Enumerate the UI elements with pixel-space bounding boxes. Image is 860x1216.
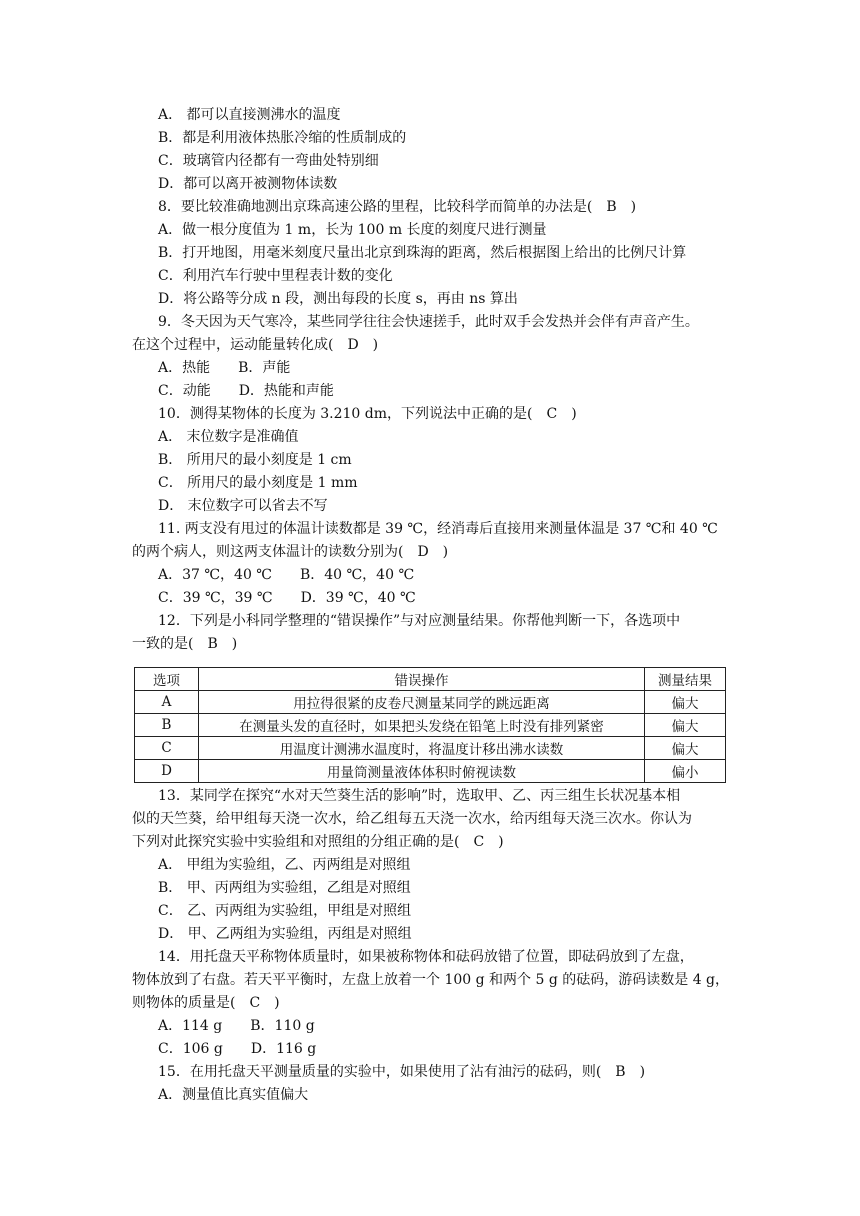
table-cell: C <box>135 737 199 760</box>
q9-options-ab: A．热能 B．声能 <box>158 360 291 376</box>
table-cell: 在测量头发的直径时，如果把头发绕在铅笔上时没有排列紧密 <box>199 714 645 737</box>
q8-option-d: D．将公路等分成 n 段，测出每段的长度 s，再由 ns 算出 <box>158 291 518 307</box>
table-header: 错误操作 <box>199 668 645 691</box>
table-row <box>135 691 726 714</box>
table-cell: 偏大 <box>645 691 726 714</box>
q13-option-d: D． 甲、乙两组为实验组，丙组是对照组 <box>158 926 412 942</box>
table-cell: B <box>135 714 199 737</box>
q7-option-a: A． 都可以直接测沸水的温度 <box>158 107 341 123</box>
table-row <box>135 760 726 783</box>
q13-stem-line2: 似的天竺葵，给甲组每天浇一次水，给乙组每五天浇一次水，给丙组每天浇三次水。你认为 <box>132 811 692 827</box>
q12-stem-line2: 一致的是( B ) <box>132 636 238 652</box>
q8-option-c: C．利用汽车行驶中里程表计数的变化 <box>158 268 393 284</box>
q14-stem-line2: 物体放到了右盘。若天平平衡时，左盘上放着一个 100 g 和两个 5 g 的砝码，游码读数是 4 g， <box>132 972 730 988</box>
q8-option-b: B．打开地图，用毫米刻度尺量出北京到珠海的距离，然后根据图上给出的比例尺计算 <box>158 245 687 261</box>
table-cell: D <box>135 760 199 783</box>
q13-option-a: A． 甲组为实验组，乙、丙两组是对照组 <box>158 857 411 873</box>
q8-option-a: A．做一根分度值为 1 m，长为 100 m 长度的刻度尺进行测量 <box>158 222 547 238</box>
q14-options-cd: C．106 g D．116 g <box>158 1041 317 1057</box>
error-operations-table <box>134 667 726 783</box>
q8-stem: 8．要比较准确地测出京珠高速公路的里程，比较科学而简单的办法是( B ) <box>158 199 637 215</box>
q10-option-c: C． 所用尺的最小刻度是 1 mm <box>158 475 358 491</box>
q11-stem-line2: 的两个病人，则这两支体温计的读数分别为( D ) <box>132 544 449 560</box>
table-cell: 偏小 <box>645 760 726 783</box>
q15-option-a: A．测量值比真实值偏大 <box>158 1087 309 1103</box>
table-cell: A <box>135 691 199 714</box>
table-cell: 偏大 <box>645 737 726 760</box>
q9-stem-line1: 9．冬天因为天气寒冷，某些同学往往会快速搓手，此时双手会发热并会伴有声音产生。 <box>158 314 699 330</box>
table-cell: 用量筒测量液体体积时俯视读数 <box>199 760 645 783</box>
q13-stem-line1: 13．某同学在探究“水对天竺葵生活的影响”时，选取甲、乙、丙三组生长状况基本相 <box>158 788 681 804</box>
q9-stem-line2: 在这个过程中，运动能量转化成( D ) <box>132 337 379 353</box>
q10-option-a: A． 末位数字是准确值 <box>158 429 299 445</box>
q7-option-b: B．都是利用液体热胀冷缩的性质制成的 <box>158 130 407 146</box>
q10-option-b: B． 所用尺的最小刻度是 1 cm <box>158 452 352 468</box>
q7-option-d: D．都可以离开被测物体读数 <box>158 176 338 192</box>
q11-stem-line1: 11. 两支没有甩过的体温计读数都是 39 ℃，经消毒后直接用来测量体温是 37 ℃和 40 ℃ <box>158 521 718 537</box>
q13-option-c: C． 乙、丙两组为实验组，甲组是对照组 <box>158 903 412 919</box>
table-header-row <box>135 668 726 691</box>
q14-options-ab: A．114 g B．110 g <box>158 1018 315 1034</box>
q9-options-cd: C．动能 D．热能和声能 <box>158 383 334 399</box>
q12-stem-line1: 12．下列是小科同学整理的“错误操作”与对应测量结果。你帮他判断一下，各选项中 <box>158 613 681 629</box>
q15-stem: 15．在用托盘天平测量质量的实验中，如果使用了沾有油污的砝码，则( B ) <box>158 1064 646 1080</box>
q10-stem: 10．测得某物体的长度为 3.210 dm，下列说法中正确的是( C ) <box>158 406 577 422</box>
q10-option-d: D． 末位数字可以省去不写 <box>158 498 328 514</box>
table-cell: 偏大 <box>645 714 726 737</box>
q11-options-ab: A．37 ℃，40 ℃ B．40 ℃，40 ℃ <box>158 567 415 583</box>
table-header: 选项 <box>135 668 199 691</box>
table-row <box>135 737 726 760</box>
q7-option-c: C．玻璃管内径都有一弯曲处特别细 <box>158 153 379 169</box>
table-row <box>135 714 726 737</box>
table-cell: 用拉得很紧的皮卷尺测量某同学的跳远距离 <box>199 691 645 714</box>
q14-stem-line1: 14．用托盘天平称物体质量时，如果被称物体和砝码放错了位置，即砝码放到了左盘， <box>158 949 694 965</box>
table-cell: 用温度计测沸水温度时，将温度计移出沸水读数 <box>199 737 645 760</box>
q13-stem-line3: 下列对此探究实验中实验组和对照组的分组正确的是( C ) <box>132 834 504 850</box>
table-header: 测量结果 <box>645 668 726 691</box>
q13-option-b: B． 甲、丙两组为实验组，乙组是对照组 <box>158 880 411 896</box>
q11-options-cd: C．39 ℃，39 ℃ D．39 ℃，40 ℃ <box>158 590 416 606</box>
q14-stem-line3: 则物体的质量是( C ) <box>132 995 280 1011</box>
